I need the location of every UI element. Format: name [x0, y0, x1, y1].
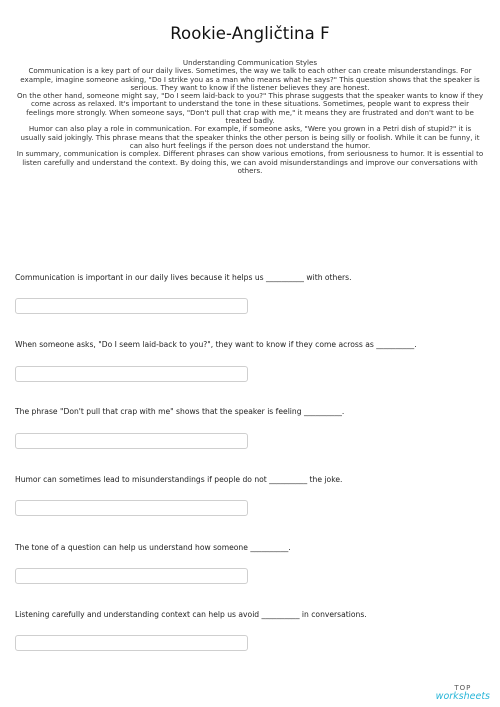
- question-2-text: When someone asks, "Do I seem laid-back to you?", they want to know if they come across as __________.: [15, 340, 417, 349]
- logo-worksheets-text: worksheets: [435, 690, 490, 702]
- logo-top-text: TOP: [454, 683, 472, 692]
- answer-1-input[interactable]: [15, 298, 248, 314]
- reading-passage: [16, 59, 484, 175]
- passage-heading: Understanding Communication Styles: [182, 58, 318, 67]
- worksheet-title: Rookie-Angličtina F: [170, 24, 330, 43]
- passage-paragraph: In summary, communication is complex. Different phrases can show various emotions, from seriousness to humor. It is essential to listen carefully and understand the context. By doing this, we can avoid misunderstandings and improve our conversations with others.: [16, 149, 484, 175]
- passage-paragraph: Communication is a key part of our daily lives. Sometimes, the way we talk to each other can create misunderstandings. For example, imagine someone asking, "Do I strike you as a man who means what he says?" This question shows that the speaker is serious. They want to know if the listener believes they are honest.: [20, 66, 480, 92]
- question-1-text: Communication is important in our daily lives because it helps us __________ with others.: [15, 273, 352, 282]
- passage-paragraph: On the other hand, someone might say, "Do I seem laid-back to you?" This phrase suggests that the speaker wants to know if they come across as relaxed. It's important to understand the tone in these situations. Sometimes, people want to express their feelings more strongly. When someone says, "Don't pull that crap with me," it means they are frustrated and don't want to be treated badly.: [16, 91, 484, 126]
- topworksheets-logo[interactable]: [436, 685, 490, 702]
- answer-5-input[interactable]: [15, 568, 248, 584]
- answer-2-input[interactable]: [15, 366, 248, 382]
- passage-paragraph: Humor can also play a role in communication. For example, if someone asks, "Were you grown in a Petri dish of stupid?" it is usually said jokingly. This phrase means that the speaker thinks the other person is being silly or foolish. While it can be funny, it can also hurt feelings if the person does not understand the humor.: [20, 124, 480, 150]
- answer-6-input[interactable]: [15, 635, 248, 651]
- answer-3-input[interactable]: [15, 433, 248, 449]
- question-5-text: The tone of a question can help us understand how someone __________.: [15, 543, 291, 552]
- question-6-text: Listening carefully and understanding context can help us avoid __________ in conversations.: [15, 610, 367, 619]
- answer-4-input[interactable]: [15, 500, 248, 516]
- question-3-text: The phrase "Don't pull that crap with me" shows that the speaker is feeling __________.: [15, 407, 345, 416]
- question-4-text: Humor can sometimes lead to misunderstandings if people do not __________ the joke.: [15, 475, 343, 484]
